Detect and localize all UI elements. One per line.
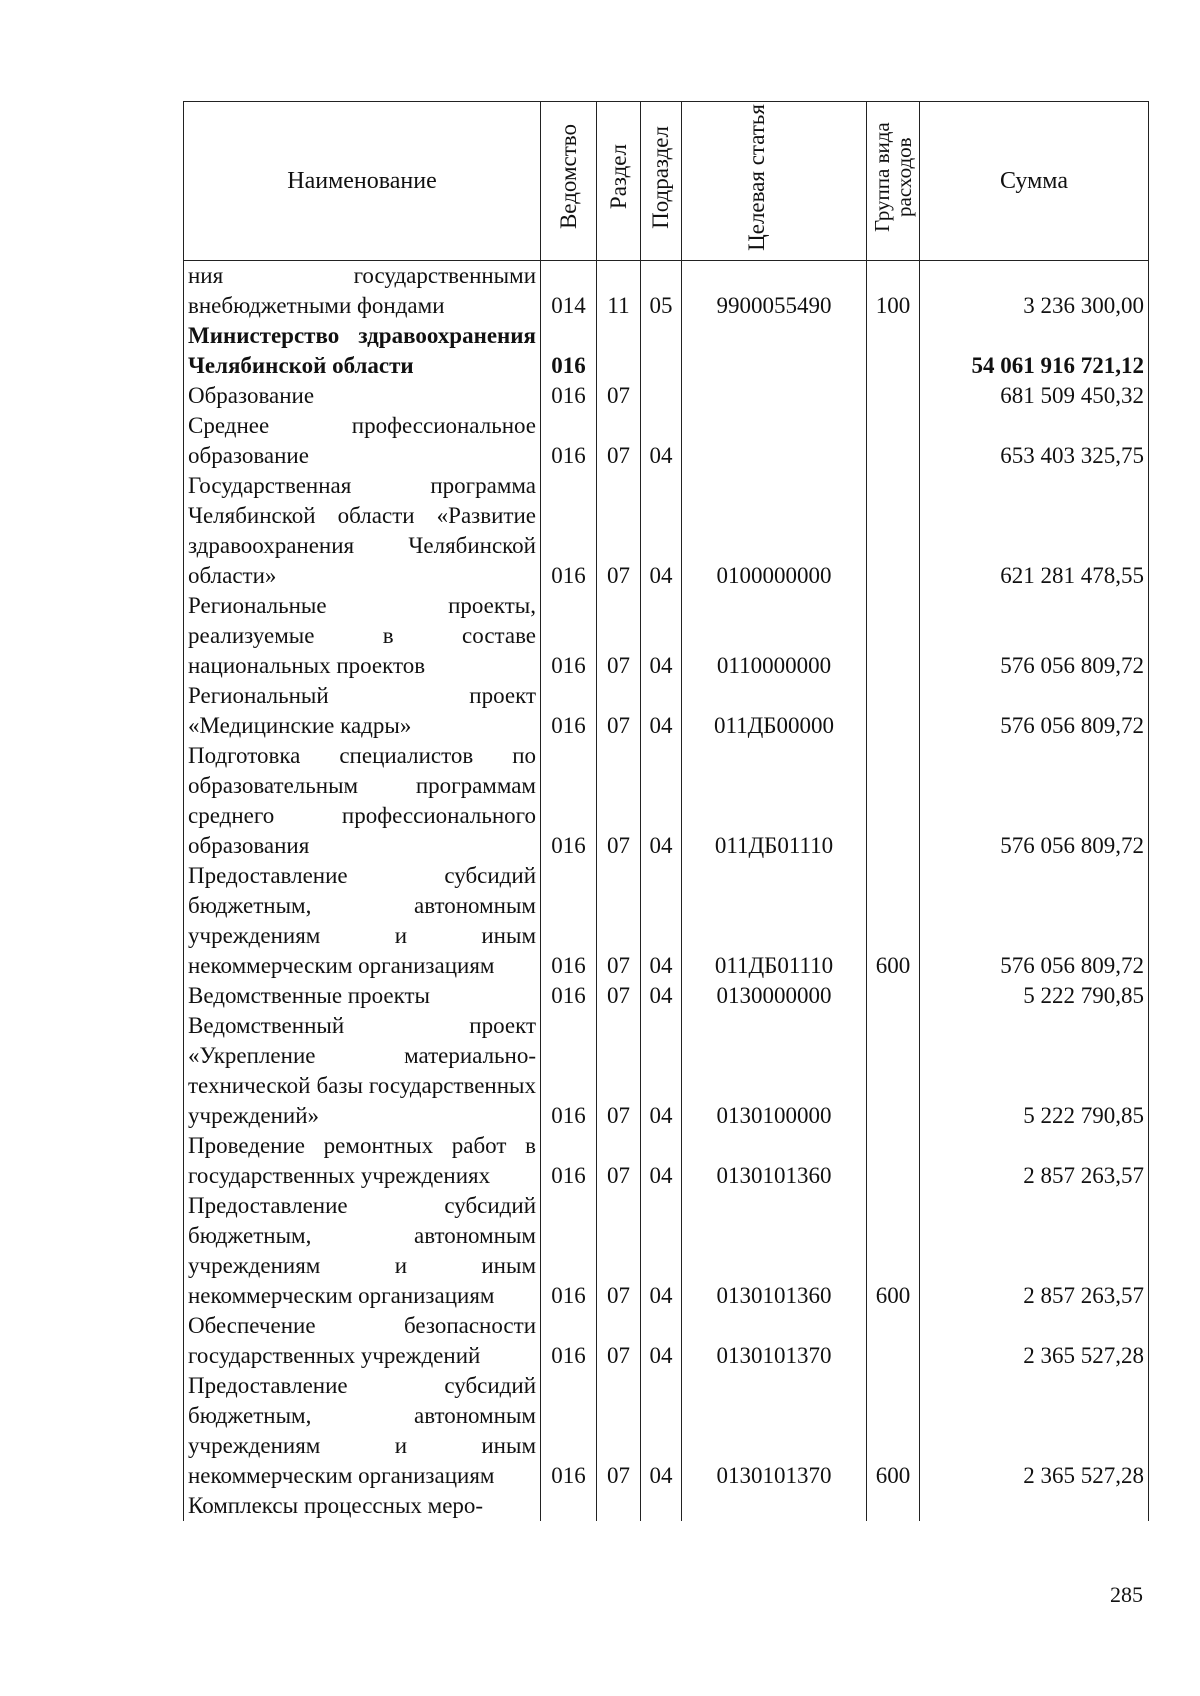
budget-table <box>183 101 1149 1521</box>
row-celevaya-statya: 0130101360 <box>682 1191 867 1311</box>
row-summa: 2 857 263,57 <box>920 1191 1149 1311</box>
row-razdel: 07 <box>597 981 641 1011</box>
row-gruppa-vida-rashodov: 100 <box>867 261 920 322</box>
row-razdel: 07 <box>597 381 641 411</box>
row-name: Ведомственный проект «Укрепление материально-технической базы государственных учреждений» <box>184 1011 541 1131</box>
row-name: Подготовка специалистов по образовательным программам среднего профессионального образования <box>184 741 541 861</box>
row-gruppa-vida-rashodov: 600 <box>867 1191 920 1311</box>
table-row <box>184 1011 1149 1131</box>
row-celevaya-statya: 0130101370 <box>682 1371 867 1491</box>
header-gruppa: Группа вида расходов <box>867 102 920 261</box>
row-celevaya-statya <box>682 411 867 471</box>
row-name: ния государственными внебюджетными фондами <box>184 261 541 322</box>
row-vedomstvo: 016 <box>541 381 597 411</box>
row-gruppa-vida-rashodov <box>867 681 920 741</box>
row-podrazdel: 04 <box>641 591 682 681</box>
row-name: Министерство здравоохранения Челябинской области <box>184 321 541 381</box>
row-name: Региональные проекты, реализуемые в составе национальных проектов <box>184 591 541 681</box>
row-gruppa-vida-rashodov <box>867 411 920 471</box>
row-gruppa-vida-rashodov <box>867 1011 920 1131</box>
row-vedomstvo: 016 <box>541 1191 597 1311</box>
row-razdel: 11 <box>597 261 641 322</box>
row-vedomstvo: 016 <box>541 981 597 1011</box>
table-row <box>184 261 1149 322</box>
row-celevaya-statya <box>682 321 867 381</box>
row-gruppa-vida-rashodov <box>867 741 920 861</box>
row-celevaya-statya: 0130100000 <box>682 1011 867 1131</box>
row-vedomstvo: 016 <box>541 741 597 861</box>
row-podrazdel: 04 <box>641 1311 682 1371</box>
row-summa <box>920 1491 1149 1521</box>
row-vedomstvo: 016 <box>541 1371 597 1491</box>
row-gruppa-vida-rashodov <box>867 1491 920 1521</box>
row-gruppa-vida-rashodov <box>867 1131 920 1191</box>
row-gruppa-vida-rashodov: 600 <box>867 861 920 981</box>
row-celevaya-statya <box>682 381 867 411</box>
row-name: Образование <box>184 381 541 411</box>
header-razdel: Раздел <box>597 102 641 261</box>
table-row <box>184 1131 1149 1191</box>
row-summa: 576 056 809,72 <box>920 681 1149 741</box>
row-razdel: 07 <box>597 591 641 681</box>
table-row <box>184 861 1149 981</box>
row-podrazdel: 04 <box>641 1131 682 1191</box>
row-gruppa-vida-rashodov <box>867 381 920 411</box>
table-row <box>184 591 1149 681</box>
row-vedomstvo: 016 <box>541 861 597 981</box>
row-summa: 576 056 809,72 <box>920 591 1149 681</box>
table-row <box>184 741 1149 861</box>
row-podrazdel: 05 <box>641 261 682 322</box>
row-summa: 681 509 450,32 <box>920 381 1149 411</box>
page-number: 285 <box>1110 1582 1143 1607</box>
header-summa: Сумма <box>920 102 1149 261</box>
row-razdel: 07 <box>597 1131 641 1191</box>
row-name: Ведомственные проекты <box>184 981 541 1011</box>
row-gruppa-vida-rashodov <box>867 591 920 681</box>
row-summa: 5 222 790,85 <box>920 1011 1149 1131</box>
row-podrazdel <box>641 321 682 381</box>
row-summa: 621 281 478,55 <box>920 471 1149 591</box>
row-podrazdel: 04 <box>641 1371 682 1491</box>
table-row <box>184 471 1149 591</box>
table-row <box>184 411 1149 471</box>
row-celevaya-statya: 0130101370 <box>682 1311 867 1371</box>
row-summa: 2 857 263,57 <box>920 1131 1149 1191</box>
table-row <box>184 981 1149 1011</box>
row-podrazdel: 04 <box>641 411 682 471</box>
row-summa: 2 365 527,28 <box>920 1371 1149 1491</box>
row-podrazdel <box>641 1491 682 1521</box>
table-row <box>184 381 1149 411</box>
header-name: Наименование <box>184 102 541 261</box>
row-razdel: 07 <box>597 1311 641 1371</box>
row-vedomstvo: 016 <box>541 591 597 681</box>
row-summa: 576 056 809,72 <box>920 741 1149 861</box>
row-vedomstvo: 016 <box>541 1131 597 1191</box>
row-razdel: 07 <box>597 471 641 591</box>
row-celevaya-statya: 0100000000 <box>682 471 867 591</box>
row-podrazdel: 04 <box>641 1011 682 1131</box>
table-row <box>184 1191 1149 1311</box>
row-celevaya-statya: 011ДБ01110 <box>682 741 867 861</box>
row-vedomstvo: 016 <box>541 1311 597 1371</box>
table-header-row <box>184 102 1149 261</box>
row-name: Предоставление субсидий бюджетным, автономным учреждениям и иным некоммерческим организациям <box>184 1371 541 1491</box>
row-podrazdel: 04 <box>641 861 682 981</box>
row-gruppa-vida-rashodov <box>867 321 920 381</box>
row-gruppa-vida-rashodov <box>867 981 920 1011</box>
row-name: Комплексы процессных меро- <box>184 1491 541 1521</box>
row-razdel: 07 <box>597 861 641 981</box>
row-podrazdel: 04 <box>641 741 682 861</box>
row-vedomstvo: 016 <box>541 681 597 741</box>
row-razdel <box>597 1491 641 1521</box>
row-summa: 653 403 325,75 <box>920 411 1149 471</box>
row-name: Государственная программа Челябинской области «Развитие здравоохранения Челябинской области» <box>184 471 541 591</box>
table-row <box>184 321 1149 381</box>
row-razdel: 07 <box>597 741 641 861</box>
row-summa: 3 236 300,00 <box>920 261 1149 322</box>
table-row <box>184 1491 1149 1521</box>
row-name: Предоставление субсидий бюджетным, автономным учреждениям и иным некоммерческим организациям <box>184 861 541 981</box>
table-row <box>184 1371 1149 1491</box>
row-name: Проведение ремонтных работ в государственных учреждениях <box>184 1131 541 1191</box>
row-summa: 2 365 527,28 <box>920 1311 1149 1371</box>
row-podrazdel: 04 <box>641 681 682 741</box>
row-gruppa-vida-rashodov: 600 <box>867 1371 920 1491</box>
row-podrazdel <box>641 381 682 411</box>
row-name: Обеспечение безопасности государственных учреждений <box>184 1311 541 1371</box>
row-summa: 54 061 916 721,12 <box>920 321 1149 381</box>
row-vedomstvo: 014 <box>541 261 597 322</box>
row-vedomstvo <box>541 1491 597 1521</box>
table-row <box>184 681 1149 741</box>
row-summa: 576 056 809,72 <box>920 861 1149 981</box>
header-podrazdel: Подраздел <box>641 102 682 261</box>
table-body <box>184 261 1149 1522</box>
row-razdel <box>597 321 641 381</box>
row-summa: 5 222 790,85 <box>920 981 1149 1011</box>
header-celevaya: Целевая статья <box>682 102 867 261</box>
row-celevaya-statya: 0110000000 <box>682 591 867 681</box>
row-celevaya-statya <box>682 1491 867 1521</box>
row-name: Среднее профессиональное образование <box>184 411 541 471</box>
row-name: Предоставление субсидий бюджетным, автономным учреждениям и иным некоммерческим организациям <box>184 1191 541 1311</box>
row-razdel: 07 <box>597 681 641 741</box>
header-vedomstvo: Ведомство <box>541 102 597 261</box>
row-celevaya-statya: 0130000000 <box>682 981 867 1011</box>
row-vedomstvo: 016 <box>541 471 597 591</box>
row-vedomstvo: 016 <box>541 321 597 381</box>
table-row <box>184 1311 1149 1371</box>
row-name: Региональный проект «Медицинские кадры» <box>184 681 541 741</box>
row-gruppa-vida-rashodov <box>867 471 920 591</box>
row-razdel: 07 <box>597 1011 641 1131</box>
row-celevaya-statya: 011ДБ01110 <box>682 861 867 981</box>
row-celevaya-statya: 011ДБ00000 <box>682 681 867 741</box>
row-gruppa-vida-rashodov <box>867 1311 920 1371</box>
row-podrazdel: 04 <box>641 1191 682 1311</box>
row-vedomstvo: 016 <box>541 1011 597 1131</box>
row-razdel: 07 <box>597 1191 641 1311</box>
row-vedomstvo: 016 <box>541 411 597 471</box>
row-celevaya-statya: 0130101360 <box>682 1131 867 1191</box>
row-podrazdel: 04 <box>641 981 682 1011</box>
row-podrazdel: 04 <box>641 471 682 591</box>
row-razdel: 07 <box>597 411 641 471</box>
row-celevaya-statya: 9900055490 <box>682 261 867 322</box>
row-razdel: 07 <box>597 1371 641 1491</box>
